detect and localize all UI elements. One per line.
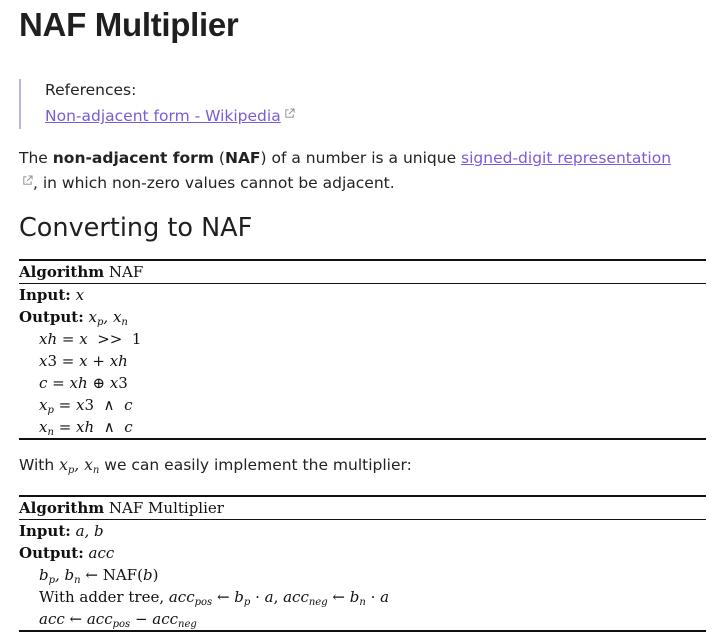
algorithm-header: Algorithm NAF [19,261,706,284]
intro-paragraph: The non-adjacent form (NAF) of a number is a unique signed-digit representation, in which non-zero values cannot be adjacent. [19,149,672,192]
signed-digit-link[interactable]: signed-digit representation [461,149,672,167]
external-link-icon [22,175,33,186]
wikipedia-link[interactable] [45,107,295,125]
algorithm-input: Input: x [19,286,85,304]
algorithm-step: xh = x >> 1 [39,330,142,348]
algorithm-step: acc ← acc$_{pos}$ − acc$_{neg}$ [39,610,197,630]
section-heading: Converting to NAF [19,213,253,243]
algorithm-step: x3 = x + xh [39,352,128,370]
algorithm-step: $x_n$ = xh ∧ c [39,418,133,438]
algorithm-step: With adder tree, acc$_{pos}$ ← $b_p \cdot a$, acc$_{neg}$ ← $b_n \cdot a$ [39,588,390,608]
algorithm-output: Output: acc [19,544,115,562]
algorithm-step: $b_p$, $b_n$ ← NAF(b) [39,566,159,586]
wikipedia-link-text[interactable]: Non-adjacent form - Wikipedia [45,107,281,125]
algorithm-step: $x_p = x3$ ∧ c [39,396,133,416]
references-blockquote [19,79,281,129]
term-naf: NAF [224,149,261,167]
algorithm-input: Input: a, b [19,522,104,540]
external-link-icon [284,108,295,119]
page-title: NAF Multiplier [19,6,239,43]
algorithm-step: c = xh ⊕ x3 [39,374,128,392]
algorithm-output: Output: $x_p$, $x_n$ [19,308,128,328]
references-label: References: [45,81,137,99]
algorithm-naf [19,259,706,440]
algorithm-naf-multiplier [19,495,706,632]
algorithm-header: Algorithm NAF Multiplier [19,497,706,520]
term-non-adjacent-form: non-adjacent form [52,149,214,167]
multiplier-intro-text: With $x_p$, $x_n$ we can easily implement the multiplier: [19,456,412,476]
